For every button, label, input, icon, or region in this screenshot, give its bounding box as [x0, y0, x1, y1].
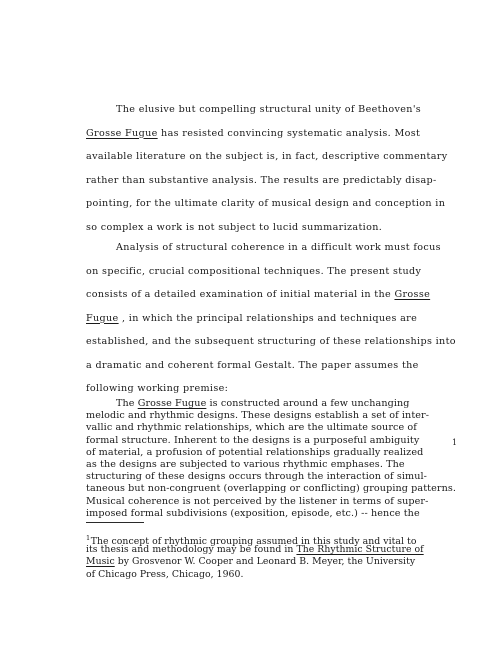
text-run: of Chicago Press, Chicago, 1960.: [86, 568, 244, 580]
text-run: available literature on the subject is, in fact, descriptive commentary: [86, 151, 448, 162]
text-run: its thesis and methodology may be found in: [86, 544, 297, 556]
footnote-number: 1: [86, 534, 91, 542]
text-run: by Grosvenor W. Cooper and Leonard B. Meyer, the University: [114, 556, 416, 568]
underlined-title: The Rhythmic Structure of: [296, 544, 424, 556]
p2-line: [86, 360, 419, 372]
text-run: pointing, for the ultimate clarity of musical design and conception in: [86, 198, 446, 209]
p1-line: [86, 222, 382, 234]
p2-line: [116, 242, 441, 254]
text-run: , in which the principal relationships and techniques are: [118, 312, 418, 324]
text-run: of material, a profusion of potential relationships gradually realized: [86, 446, 424, 458]
p1-line: [86, 198, 445, 210]
text-run: formal structure. Inherent to the designs is a purposeful ambiguity: [86, 434, 420, 446]
p2-line: [86, 336, 456, 348]
quote-line: [86, 435, 419, 447]
p1-line: [86, 128, 420, 140]
text-run: Analysis of structural coherence in a difficult work must focus: [116, 242, 441, 253]
footnote-reference-marker: 1: [452, 438, 458, 447]
quote-line: [86, 483, 456, 495]
underlined-title: Fugue: [86, 312, 119, 324]
text-run: following working premise:: [86, 383, 229, 394]
underlined-title: Music: [86, 556, 115, 568]
footnote-line: [86, 544, 424, 556]
text-run: established, and the subsequent structuring of these relationships into: [86, 336, 456, 347]
quote-line: [86, 410, 429, 422]
text-run: taneous but non-congruent (overlapping or conflicting) grouping patterns.: [86, 483, 457, 495]
text-run: so complex a work is not subject to lucid summarization.: [86, 221, 383, 233]
underlined-title: Grosse Fugue: [86, 127, 158, 139]
p2-line: [86, 266, 421, 278]
p1-line: [86, 175, 437, 187]
p1-line: [116, 104, 421, 116]
quote-line: [86, 496, 428, 508]
text-run: a dramatic and coherent formal Gestalt. The paper assumes the: [86, 359, 419, 371]
text-run: as the designs are subjected to various rhythmic emphases. The: [86, 459, 405, 470]
text-run: consists of a detailed examination of initial material in the: [86, 289, 395, 300]
p2-line: [86, 383, 228, 395]
p1-line: [86, 151, 448, 163]
quote-line: [86, 508, 420, 520]
text-run: Musical coherence is not perceived by the listener in terms of super-: [86, 495, 429, 507]
quote-line: [116, 398, 410, 410]
footnote-rule: [86, 522, 144, 523]
underlined-title: Grosse: [394, 289, 431, 300]
text-run: structuring of these designs occurs through the interaction of simul-: [86, 471, 428, 483]
quote-line: [86, 447, 423, 459]
text-run: has resisted convincing systematic analysis. Most: [157, 127, 421, 139]
text-run: imposed formal subdivisions (exposition, episode, etc.) -- hence the: [86, 507, 420, 519]
quote-line: [86, 422, 417, 434]
underlined-title: Grosse Fugue: [137, 398, 207, 409]
p2-line: [86, 313, 417, 325]
text-run: The elusive but compelling structural unity of Beethoven's: [116, 104, 422, 115]
text-run: is constructed around a few unchanging: [206, 398, 410, 409]
quote-line: [86, 459, 405, 471]
text-run: melodic and rhythmic designs. These designs establish a set of inter-: [86, 410, 430, 422]
footnote-line: [86, 569, 243, 581]
quote-line: [86, 471, 427, 483]
text-run: on specific, crucial compositional techniques. The present study: [86, 265, 422, 277]
footnote-line: [86, 556, 415, 568]
text-run: rather than substantive analysis. The results are predictably disap-: [86, 174, 437, 186]
text-run: The concept of rhythmic grouping assumed in this study and vital to: [90, 536, 417, 547]
p2-line: [86, 289, 430, 301]
text-run: The: [116, 398, 138, 409]
text-run: vallic and rhythmic relationships, which are the ultimate source of: [86, 422, 417, 434]
